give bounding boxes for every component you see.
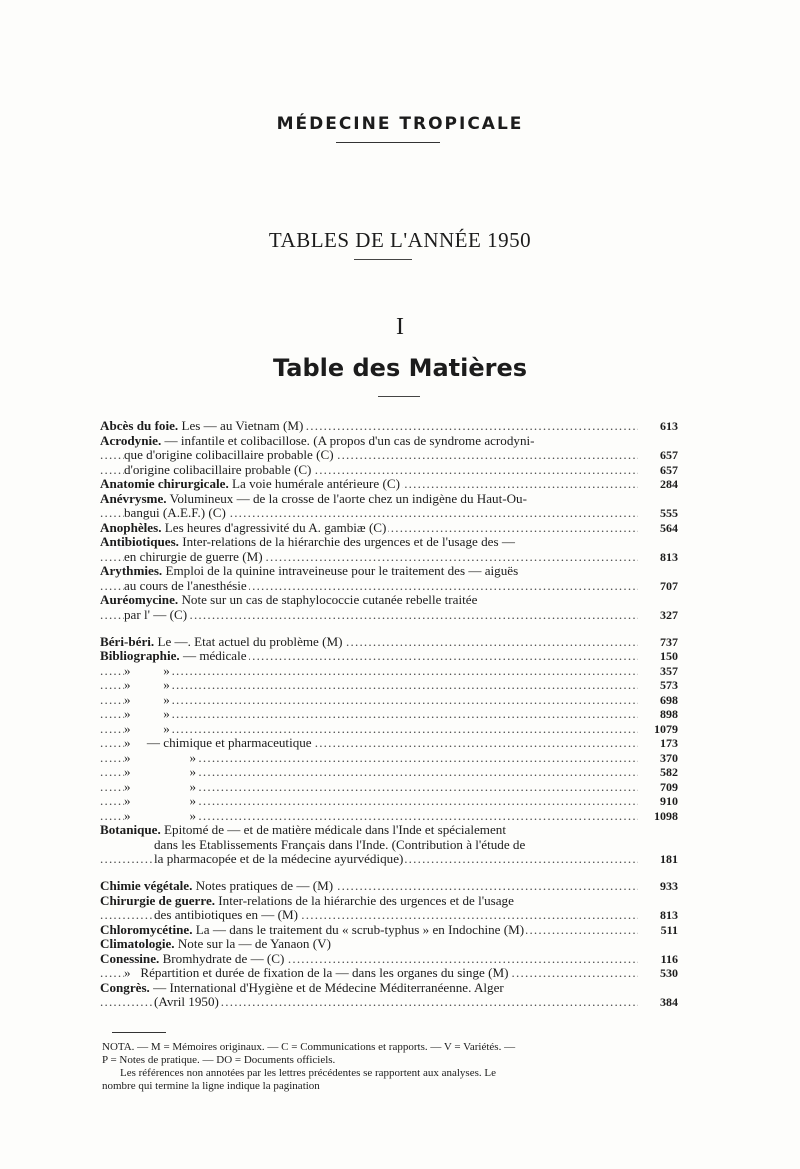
page-number: 384 [646,995,678,1010]
page-number: 709 [646,780,678,795]
toc-entry [100,564,678,579]
page-number: 370 [646,751,678,766]
entry-text [124,693,172,707]
entry-text [124,736,314,750]
entry-keyword: Bibliographie. [100,649,180,663]
page-number: 181 [646,852,678,867]
entry-text [100,477,402,491]
toc-entry [100,852,678,867]
entry-description: » » [124,707,170,721]
toc-entry [100,693,678,708]
toc-entry [100,463,678,478]
footnote-line: P = Notes de pratique. — DO = Documents officiels. [102,1054,336,1066]
toc-entry [100,506,678,521]
entry-text [124,722,172,736]
entry-description: (Avril 1950) [154,995,219,1009]
leader-dots [100,693,638,708]
entry-description: » » [124,692,170,707]
table-of-contents [100,419,678,1010]
toc-entry [100,952,678,967]
journal-header: MÉDECINE TROPICALE [276,114,524,134]
toc-entry [100,550,678,565]
toc-entry [100,780,678,795]
page-number: 813 [646,908,678,923]
entry-keyword: Congrès. [100,980,150,995]
section-subtitle: Table des Matières [272,354,528,382]
footnote-line: Les références non annotées par les lettres précédentes se rapportent aux analyses. Le [120,1067,496,1079]
entry-description: — International d'Hygiène et de Médecine Méditerranéenne. Alger [149,980,504,995]
entry-description: La voie humérale antérieure (C) [228,477,400,491]
entry-description: Les heures d'agressivité du A. gambiæ (C) [161,520,387,535]
entry-text [154,908,300,922]
entry-description: Notes pratiques de — (M) [192,879,334,893]
entry-description: Les — au Vietnam (M) [178,419,304,433]
entry-text [124,707,172,721]
toc-entry [100,937,678,952]
toc-entry [100,678,678,693]
toc-entry [100,722,678,737]
toc-entry [100,434,678,449]
page-number: 657 [646,463,678,478]
entry-description: au cours de l'anesthésie [124,578,247,593]
subtitle-rule [378,396,420,397]
page-number: 737 [646,635,678,650]
toc-entry [100,923,678,938]
leader-dots [100,722,638,737]
entry-description: — infantile et colibacillose. (A propos d'un cas de syndrome acrodyni- [161,433,535,448]
entry-description: Inter-relations de la hiérarchie des urgences et de l'usage des — [178,535,515,549]
entry-text [100,521,388,535]
toc-entry [100,908,678,923]
entry-description: Note sur un cas de staphylococcie cutanée rebelle traitée [178,593,478,607]
toc-entry [100,751,678,766]
page-number: 357 [646,664,678,679]
entry-description: d'origine colibacillaire probable (C) [124,462,312,477]
entry-description: » Répartition et durée de fixation de la — dans les organes du singe (M) [124,966,509,980]
page-number: 698 [646,693,678,708]
toc-entry [100,809,678,824]
entry-text [124,809,198,823]
page-number: 530 [646,966,678,981]
entry-text [100,923,526,937]
page-number: 933 [646,879,678,894]
entry-description: » » [124,663,170,678]
toc-entry [100,966,678,981]
entry-description: par l' — (C) [124,607,188,622]
page-number: 173 [646,736,678,751]
entry-keyword: Botanique. [100,823,161,837]
page-number: 564 [646,521,678,536]
page-number: 555 [646,506,678,521]
toc-entry [100,707,678,722]
toc-entry [100,664,678,679]
page-number: 150 [646,649,678,664]
toc-entry [100,535,678,550]
entry-description: » » [124,678,170,692]
entry-description: La — dans le traitement du « scrub-typhus » en Indochine (M) [192,922,525,937]
entry-description: Volumineux — de la crosse de l'aorte chez un indigène du Haut-Ou- [166,491,527,506]
entry-description: Bromhydrate de — (C) [159,951,285,966]
footnote-line: nombre qui termine la ligne indique la pagination [102,1080,320,1092]
entry-keyword: Abcès du foie. [100,419,179,433]
entry-text [100,419,305,433]
entry-keyword: Conessine. [100,951,160,966]
entry-keyword: Anévrysme. [100,491,167,506]
toc-entry [100,736,678,751]
toc-entry [100,981,678,996]
entry-text [124,463,313,477]
page-number: 573 [646,678,678,693]
entry-text [124,751,198,765]
page-number: 813 [646,550,678,565]
page-number: 1079 [646,722,678,737]
page-number: 657 [646,448,678,463]
entry-description: que d'origine colibacillaire probable (C) [124,448,334,462]
entry-description: — médicale [179,649,247,663]
toc-entry [100,838,678,853]
entry-text [124,550,265,564]
page-number: 910 [646,794,678,809]
entry-description: Inter-relations de la hiérarchie des urgences et de l'usage [215,893,514,908]
entry-description: la pharmacopée et de la médecine ayurvédique) [154,852,404,866]
section-number: I [396,314,404,340]
entry-text [100,593,479,607]
page-number: 327 [646,608,678,623]
header-rule [336,142,440,143]
toc-entry [100,649,678,664]
entry-text [124,794,198,808]
toc-entry [100,419,678,434]
leader-dots [100,664,638,679]
entry-keyword: Acrodynie. [100,433,162,448]
leader-dots [100,678,638,693]
entry-text [124,664,172,678]
footnote [102,1041,682,1093]
toc-entry [100,894,678,909]
entry-keyword: Climatologie. [100,937,175,951]
page-number: 116 [646,952,678,967]
entry-description: Epitomé de — et de matière médicale dans l'Inde et spécialement [160,823,506,837]
entry-description: bangui (A.E.F.) (C) [124,506,226,520]
entry-description: » » [124,808,197,823]
page-number: 898 [646,707,678,722]
page-number: 284 [646,477,678,492]
entry-text [100,535,517,549]
entry-description: dans les Etablissements Français dans l'Inde. (Contribution à l'étude de [154,837,526,852]
entry-text [100,937,333,951]
entry-text [124,765,198,779]
entry-keyword: Béri-béri. [100,634,155,649]
entry-description: » — chimique et pharmaceutique [124,736,312,750]
entry-description: » » [124,779,197,794]
entry-keyword: Anophèles. [100,520,162,535]
entry-text [100,823,508,837]
entry-description: Le —. Etat actuel du problème (M) [154,634,343,649]
entry-text [124,780,198,794]
entry-keyword: Chirurgie de guerre. [100,893,216,908]
entry-text [100,894,516,908]
page-number: 582 [646,765,678,780]
entry-text [100,635,345,649]
entry-description: Emploi de la quinine intraveineuse pour le traitement des — aiguës [162,564,519,578]
page-number: 1098 [646,809,678,824]
entry-description: » » [124,750,197,765]
entry-keyword: Anatomie chirurgicale. [100,477,229,491]
entry-keyword: Chloromycétine. [100,922,193,937]
toc-entry [100,593,678,608]
page-number: 511 [646,923,678,938]
entry-text [100,434,536,448]
entry-text [154,852,405,866]
entry-text [154,838,527,852]
entry-keyword: Antibiotiques. [100,535,179,549]
page-number: 707 [646,579,678,594]
footnote-line: NOTA. — M = Mémoires originaux. — C = Communications et rapports. — V = Variétés. — [102,1041,516,1053]
entry-description: » » [124,721,170,736]
entry-description: des antibiotiques en — (M) [154,908,299,922]
toc-entry [100,608,678,623]
entry-description: » » [124,765,197,779]
entry-text [100,492,529,506]
entry-text [100,981,506,995]
entry-text [124,506,228,520]
entry-text [124,608,189,622]
toc-entry [100,448,678,463]
entry-keyword: Arythmies. [100,564,163,578]
toc-entry [100,579,678,594]
entry-text [100,564,520,578]
toc-entry [100,995,678,1010]
toc-entry [100,879,678,894]
entry-description: Note sur la — de Yanaon (V) [174,937,331,951]
toc-entry [100,635,678,650]
entry-text [124,678,172,692]
toc-entry [100,765,678,780]
entry-text [100,649,249,663]
entry-text [154,995,221,1009]
leader-dots [100,707,638,722]
toc-entry [100,521,678,536]
toc-entry [100,492,678,507]
page-number: 613 [646,419,678,434]
toc-entry [100,794,678,809]
page-title: TABLES DE L'ANNÉE 1950 [268,228,532,252]
title-rule [354,259,412,260]
entry-description: en chirurgie de guerre (M) [124,549,263,564]
entry-text [100,952,286,966]
entry-text [124,966,510,980]
entry-text [124,579,249,593]
entry-text [124,448,336,462]
entry-text [100,879,335,893]
entry-keyword: Chimie végétale. [100,879,193,893]
entry-description: » » [124,794,197,808]
toc-entry [100,823,678,838]
entry-keyword: Auréomycine. [100,593,179,607]
toc-entry [100,477,678,492]
footnote-rule [112,1032,166,1033]
